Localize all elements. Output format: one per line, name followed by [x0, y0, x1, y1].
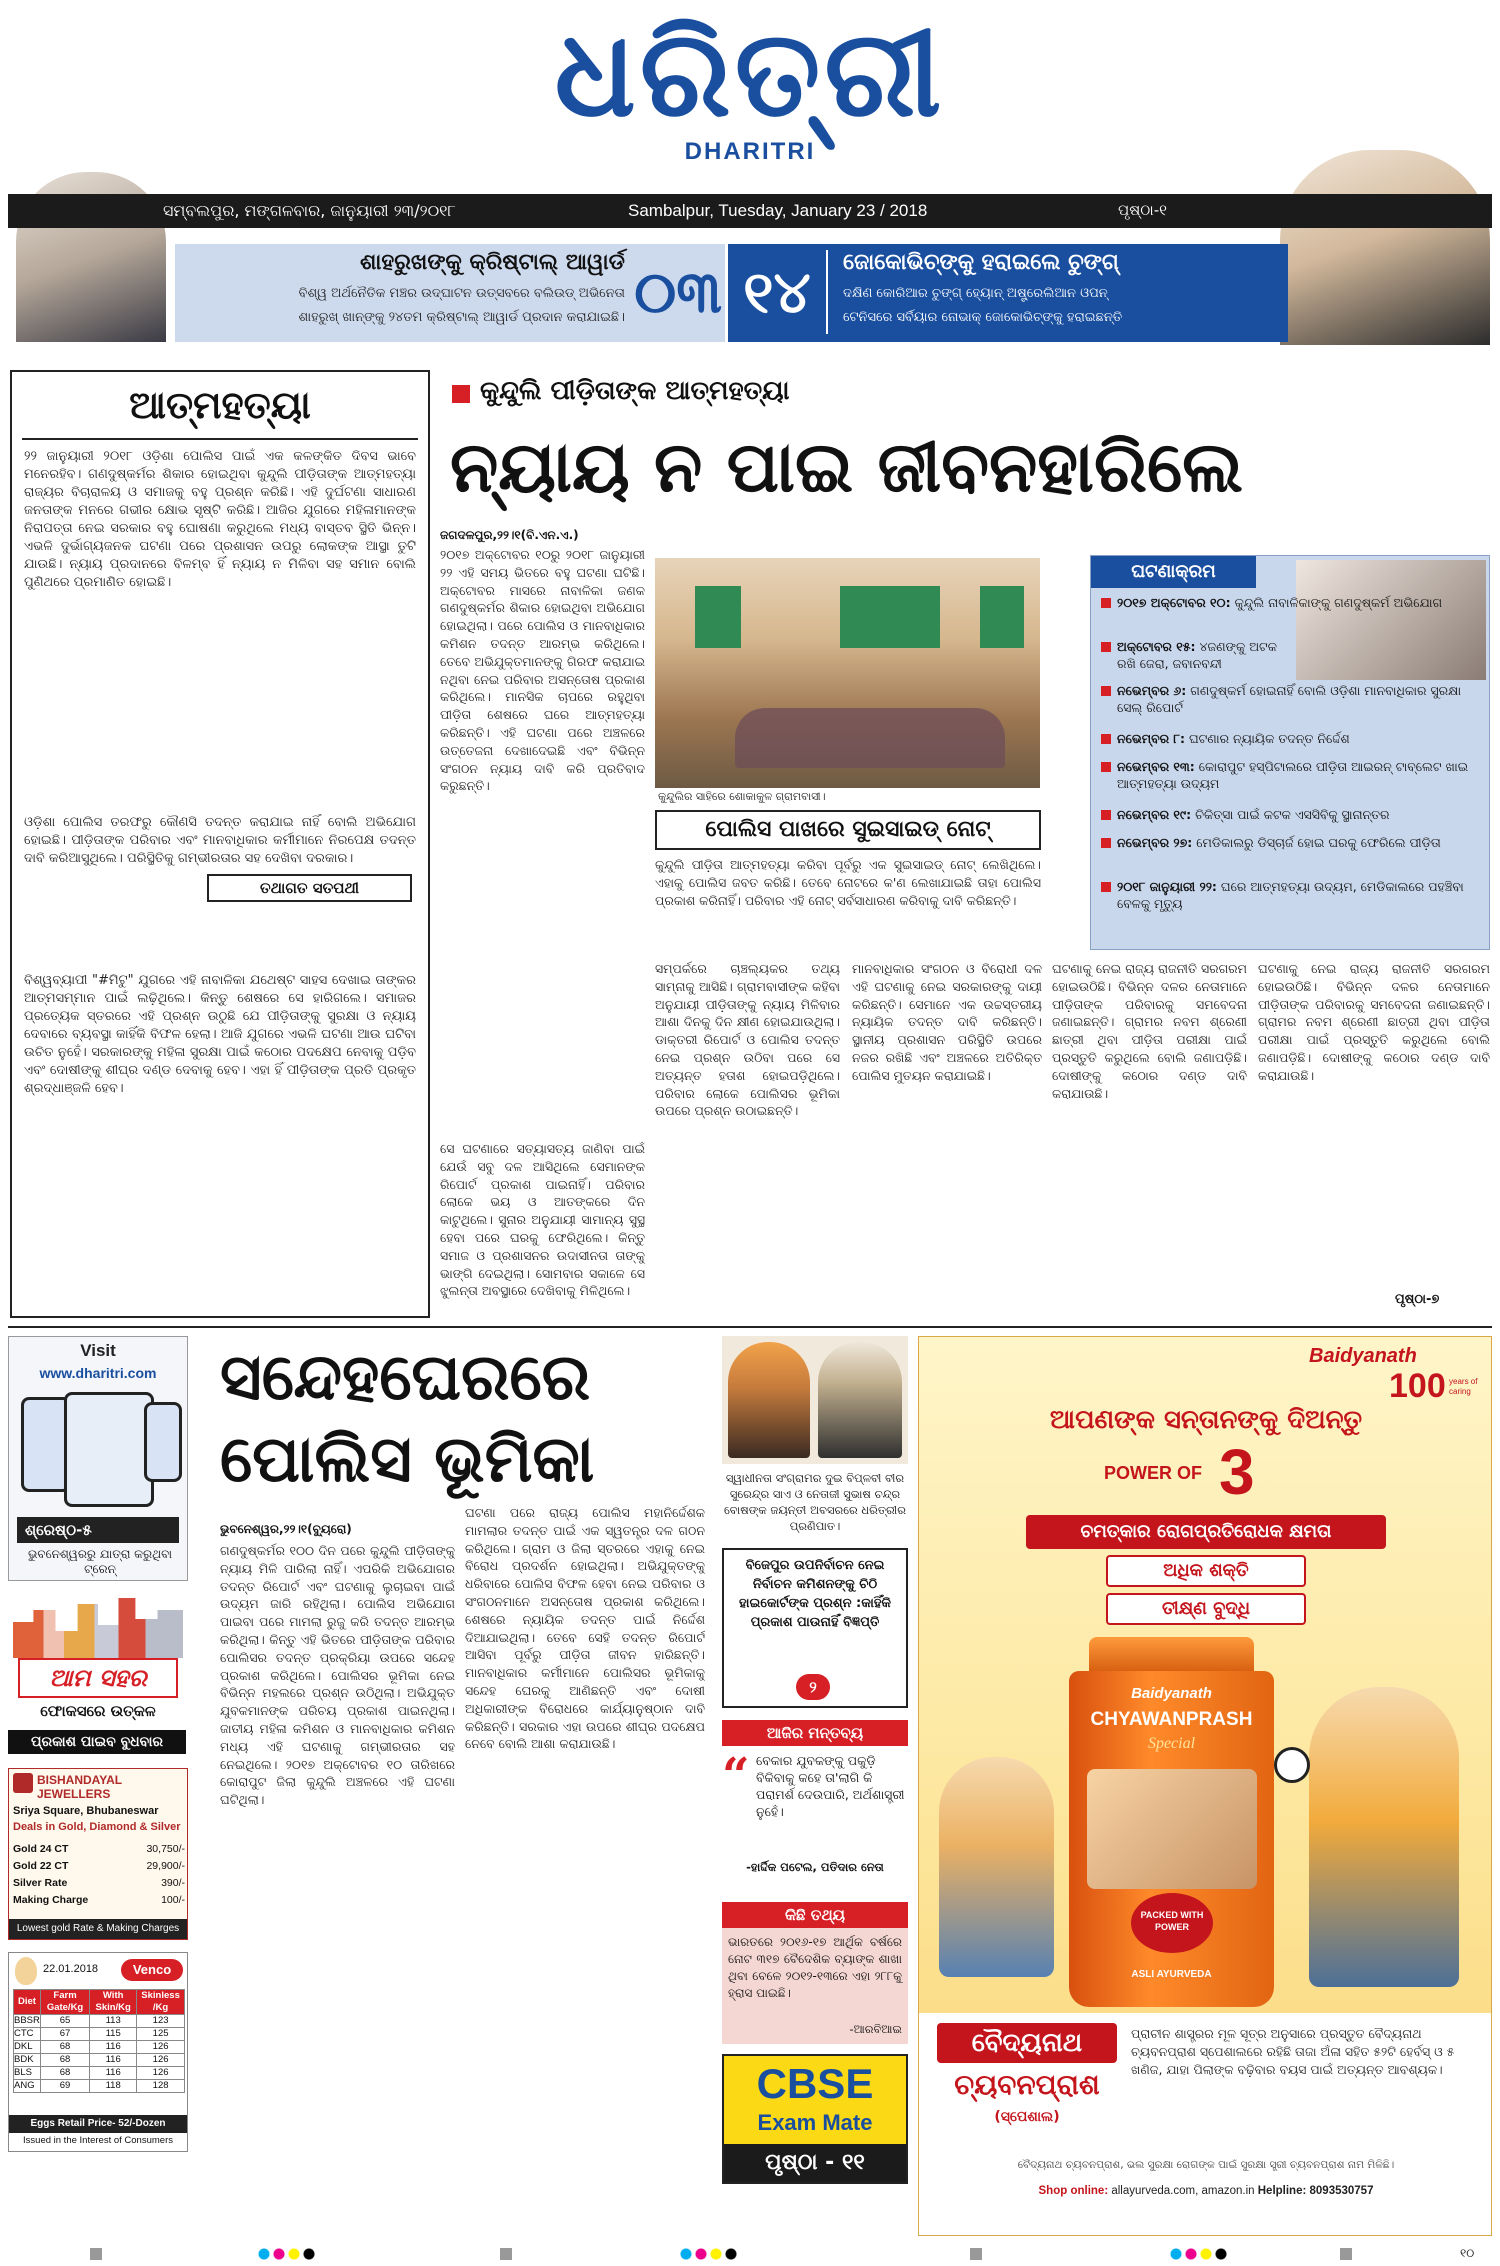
event-text: ଘଟଣାର ନ୍ୟାୟିକ ତଦନ୍ତ ନିର୍ଦ୍ଦେଶ: [1188, 731, 1350, 746]
timeline-event: [1101, 682, 1481, 730]
event-text: ଘରେ ଆତ୍ମହତ୍ୟା ଉଦ୍ୟମ, ମେଡିକାଲରେ ପହଞ୍ଚିବା ବେଳକୁ ମୃତ୍ୟୁ: [1117, 879, 1464, 911]
eggs-cell: CTC: [14, 2028, 41, 2041]
editorial-para1: ୨୨ ଜାନୁୟାରୀ ୨୦୧୮ ଓଡ଼ିଶା ପୋଲିସ ପାଇଁ ଏକ କଳଙ୍କିତ ଦିବସ ଭାବେ ମନେରହିବ। ଗଣଦୁଷ୍କର୍ମର ଶିକାର ହୋଇଥିବା କୁନ୍ଦୁଲି ପୀଡ଼ିତାଙ୍କ ଆତ୍ମହତ୍ୟା ରାଜ୍ୟର ବିଚାରାଳୟ ଓ ସମାଜକୁ ବହୁ ପ୍ରଶ୍ନ କରିଛି। ଏହି ଦୁର୍ଘଟଣା ସାଧାରଣ ଜନତାଙ୍କ ମନରେ ଗଭୀର କ୍ଷୋଭ ସୃଷ୍ଟି କରିଛି। ଆଜିର ଯୁଗରେ ମହିଳାମାନଙ୍କ ନିରାପତ୍ତା ନେଇ ସରକାର ବହୁ ଘୋଷଣା କରୁଥିଲେ ମଧ୍ୟ ବାସ୍ତବ ସ୍ଥିତି ଭିନ୍ନ। ଏଭଳି ଦୁର୍ଭାଗ୍ୟଜନକ ଘଟଣା ପରେ ପ୍ରଶାସନ ଉପରୁ ଲୋକଙ୍କ ଆସ୍ଥା ତୁଟି ଯାଉଛି। ନ୍ୟାୟ ପ୍ରଦାନରେ ବିଳମ୍ବ ହିଁ ନ୍ୟାୟ ନ ମିଳିବା ସହ ସମାନ ବୋଲି ପୁଣିଥରେ ପ୍ରମାଣିତ ହୋଇଛି।: [24, 449, 416, 590]
jar-product: CHYAWANPRASH: [1090, 1709, 1253, 1730]
anniversary-portraits: [722, 1336, 908, 1464]
event-date: ନଭେମ୍ବର ୧୩:: [1117, 759, 1195, 774]
anniversary-caption: ସ୍ୱାଧୀନତା ସଂଗ୍ରାମର ଦୁଇ ବିପ୍ଳବୀ ବୀର ସୁରେନ୍ଦ୍ର ସାଏ ଓ ନେତାଜୀ ସୁଭାଷ ଚନ୍ଦ୍ର ବୋଷଙ୍କ ଜୟନ୍ତୀ ଅବସରରେ ଧରିତ୍ରୀର ପ୍ରଣିପାତ।: [723, 1471, 907, 1533]
timeline-events: [1101, 594, 1481, 946]
eggs-date: 22.01.2018: [43, 1963, 99, 1975]
event-date: ନଭେମ୍ବର ୬:: [1117, 683, 1187, 698]
event-text: କୁନ୍ଦୁଲି ନାବାଳିକାଙ୍କୁ ଗଣଦୁଷ୍କର୍ମ ଅଭିଯୋଗ: [1234, 595, 1443, 610]
registration-mark-icon: [500, 2248, 512, 2260]
fact-box: [722, 1902, 908, 2044]
fact-source: -ଆରବିଆଇ: [849, 2022, 902, 2036]
visit-url: www.dharitri.com: [39, 1365, 157, 1381]
shreshtha-label: ଶ୍ରେଷ୍ଠ-୫: [17, 1517, 179, 1543]
bullet-icon: [1101, 598, 1111, 608]
editorial-para2: ଓଡ଼ିଶା ପୋଲିସ ତରଫରୁ କୌଣସି ତଦନ୍ତ କରାଯାଇ ନାହିଁ ବୋଲି ଅଭିଯୋଗ ହୋଇଛି। ପୀଡ଼ିତାଙ୍କ ପରିବାର ଏବଂ ମାନବାଧିକାର କର୍ମୀମାନେ ନିରପେକ୍ଷ ତଦନ୍ତ ଦାବି କରିଆସୁଥିଲେ। ପରିସ୍ଥିତିକୁ ଗମ୍ଭୀରତାର ସହ ଦେଖିବା ଦରକାର।: [24, 815, 416, 866]
eggs-header: Skinless /Kg: [137, 1990, 185, 2015]
rate-label: Silver Rate: [13, 1877, 68, 1889]
jewellers-deals: Deals in Gold, Diamond & Silver: [13, 1821, 181, 1833]
event-date: ନଭେମ୍ବର ୨୭:: [1117, 835, 1193, 850]
bullet-icon: [1101, 686, 1111, 696]
eggs-cell: 126: [137, 2054, 185, 2067]
bullet-icon: [1101, 882, 1111, 892]
rate-value: 30,750/-: [146, 1843, 185, 1855]
eggs-cell: 126: [137, 2067, 185, 2080]
egg-icon: [15, 1957, 37, 1985]
jar-badge: PACKED WITH POWER: [1131, 1893, 1213, 1953]
lead-photo-caption: କୁନ୍ଦୁଲିର ସାହିରେ ଶୋକାକୁଳ ଗ୍ରାମବାସୀ।: [658, 790, 826, 803]
second-col1: ଗଣଦୁଷ୍କର୍ମର ୧୦୦ ଦିନ ପରେ କୁନ୍ଦୁଲି ପୀଡ଼ିତାଙ୍କୁ ନ୍ୟାୟ ମିଳି ପାରିଲା ନାହିଁ। ଏପରିକି ଅଭିଯୋଗର ତଦନ୍ତ ରିପୋର୍ଟ ଏବଂ ଘଟଣାକୁ ଲୁଚାଇବା ପାଇଁ ଉଦ୍ୟମ ଜାରି ରହିଥିଲା। ପୋଲିସ ଅଭିଯୋଗ ପାଇବା ପରେ ମାମଲା ରୁଜୁ କରି ତଦନ୍ତ ଆରମ୍ଭ କରିଥିଲା। କିନ୍ତୁ ଏହି ଭିତରେ ପୀଡ଼ିତାଙ୍କ ପରିବାର ପୋଲିସର ତଦନ୍ତ ପ୍ରକ୍ରିୟା ଉପରେ ସନ୍ଦେହ ପ୍ରକାଶ କରିଥିଲେ। ପୋଲିସର ଭୂମିକା ନେଇ ବିଭିନ୍ନ ମହଲରେ ପ୍ରଶ୍ନ ଉଠିଥିଲା। ଅଭିଯୁକ୍ତ ଯୁବକମାନଙ୍କ ପରିଚୟ ପ୍ରକାଶ ପାଇନଥିଲା। ଜାତୀୟ ମହିଳା କମିଶନ ଓ ମାନବାଧିକାର କମିଶନ ମଧ୍ୟ ଏହି ଘଟଣାକୁ ଗମ୍ଭୀରତାର ସହ ନେଇଥିଲେ। ୨୦୧୭ ଅକ୍ଟୋବର ୧୦ ତାରିଖରେ କୋରାପୁଟ ଜିଲା କୁନ୍ଦୁଲି ଅଞ୍ଚଳରେ ଏହି ଘଟଣା ଘଟିଥିଲା।: [220, 1543, 455, 1808]
registration-mark-icon: [970, 2248, 982, 2260]
lead-col6-text: ଘଟଣାକୁ ନେଇ ରାଜ୍ୟ ରାଜନୀତି ସରଗରମ ହୋଇଉଠିଛି। ବିଭିନ୍ନ ଦଳର ନେତାମାନେ ପୀଡ଼ିତାଙ୍କ ପରିବାରକୁ ସମବେଦନା ଜଣାଇଛନ୍ତି। ଗ୍ରାମର ନବମ ଶ୍ରେଣୀ ଛାତ୍ରୀ ଥିବା ପୀଡ଼ିତା ପରୀକ୍ଷା ପାଇଁ ପ୍ରସ୍ତୁତି କରୁଥିଲେ ବୋଲି ଜଣାପଡ଼ିଛି। ଦୋଷୀଙ୍କୁ କଠୋର ଦଣ୍ଡ ଦାବି କରାଯାଉଛି।: [1258, 961, 1490, 1083]
eggs-row: [14, 2054, 185, 2067]
lead-col6: [1258, 960, 1490, 1290]
eggs-cell: ANG: [14, 2080, 41, 2093]
eggs-cell: 68: [40, 2054, 89, 2067]
eggs-cell: 116: [90, 2041, 137, 2054]
ad-bottom-panel: [919, 2013, 1492, 2236]
eggs-cell: 115: [90, 2028, 137, 2041]
ad-copy: ପ୍ରାଚୀନ ଶାସ୍ତ୍ରର ମୂଳ ସୂତ୍ର ଅନୁସାରେ ପ୍ରସ୍ତୁତ ବୈଦ୍ୟନାଥ ଚ୍ୟବନପ୍ରାଶ ସ୍ପେଶାଲରେ ରହିଛି ତାଜା ଅଁଳା ସହିତ ୫୨ଟି ହେର୍ବସ୍ ଓ ୫ ଖଣିଜ, ଯାହା ପିଲାଙ୍କ ବଢ଼ିବାର ବୟସ ପାଇଁ ଅତ୍ୟନ୍ତ ଆବଶ୍ୟକ।: [1131, 2026, 1455, 2077]
eggs-cell: 123: [137, 2015, 185, 2028]
lead-col1: ୨୦୧୭ ଅକ୍ଟୋବର ୧୦ରୁ ୨୦୧୮ ଜାନୁୟାରୀ ୨୨ ଏହି ସମୟ ଭିତରେ ବହୁ ଘଟଣା ଘଟିଛି। ଅକ୍ଟୋବର ମାସରେ ନାବାଳିକା ଜଣକ ଗଣଦୁଷ୍କର୍ମର ଶିକାର ହୋଇଥିବା ଅଭିଯୋଗ ହୋଇଥିଲା। ପରେ ପୋଲିସ ଓ ମାନବାଧିକାର କମିଶନ ତଦନ୍ତ ଆରମ୍ଭ କରିଥିଲେ। ତେବେ ଅଭିଯୁକ୍ତମାନଙ୍କୁ ଗିରଫ କରାଯାଇ ନଥିବା ନେଇ ପରିବାର ଅସନ୍ତୋଷ ପ୍ରକାଶ କରିଥିଲେ। ମାନସିକ ଚାପରେ ରହୁଥିବା ପୀଡ଼ିତା ଶେଷରେ ଘରେ ଆତ୍ମହତ୍ୟା କରିଛନ୍ତି। ଏହି ଘଟଣା ପରେ ଅଞ୍ଚଳରେ ଉତ୍ତେଜନା ଦେଖାଦେଇଛି ଏବଂ ବିଭିନ୍ନ ସଂଗଠନ ନ୍ୟାୟ ଦାବି କରି ପ୍ରତିବାଦ କରୁଛନ୍ତି।: [440, 547, 645, 794]
baidyanath-ad[interactable]: [918, 1336, 1492, 2236]
bullet-icon: [1101, 810, 1111, 820]
eggs-row: [14, 2028, 185, 2041]
jewellers-footer: Lowest gold Rate & Making Charges: [9, 1919, 187, 1939]
visit-label: Visit: [80, 1341, 116, 1360]
surendra-sai-portrait: [728, 1342, 810, 1458]
quote-icon: “: [722, 1748, 750, 1804]
subhas-bose-portrait: [818, 1342, 902, 1458]
jar-footer: ASLI AYURVEDA: [1131, 1969, 1212, 1980]
lead-col3: ସମ୍ପର୍କରେ ଚାଞ୍ଚଲ୍ୟକର ତଥ୍ୟ ସାମ୍ନାକୁ ଆସିଛି। ଗ୍ରାମବାସୀଙ୍କ କହିବା ଅନୁଯାୟୀ ପୀଡ଼ିତାଙ୍କୁ ନ୍ୟାୟ ମିଳିବାର ଆଶା ଦିନକୁ ଦିନ କ୍ଷୀଣ ହୋଇଯାଉଥିଲା। ଡାକ୍ତରୀ ରିପୋର୍ଟ ଓ ପୋଲିସ ତଦନ୍ତ ନେଇ ପ୍ରଶ୍ନ ଉଠିବା ପରେ ସେ ଅତ୍ୟନ୍ତ ହତାଶ ହୋଇପଡ଼ିଥିଲେ। ପରିବାର ଲୋକେ ପୋଲିସର ଭୂମିକା ଉପରେ ପ୍ରଶ୍ନ ଉଠାଇଛନ୍ତି।: [655, 961, 840, 1119]
photo-crowd: [735, 708, 1005, 768]
lead-photo: [655, 558, 1040, 788]
event-text: ମେଡିକାଲରୁ ଡିସ୍‌ଚାର୍ଜ ହୋଇ ଘରକୁ ଫେରିଲେ ପୀଡ଼ିତା: [1196, 835, 1441, 850]
editorial-byline: ତଥାଗତ ସତପଥୀ: [207, 874, 412, 902]
color-dots-icon: [680, 2248, 740, 2260]
masthead: [0, 0, 1500, 345]
timeline-title: ଘଟଣାକ୍ରମ: [1091, 556, 1256, 588]
eggs-row: [14, 2015, 185, 2028]
masthead-logo: [500, 0, 1000, 180]
footer-page-marker: ୧ଠ: [1460, 2246, 1475, 2260]
ad-years: 100: [1389, 1367, 1446, 1405]
teaser-right-line1: ଦକ୍ଷିଣ କୋରିଆର ଚୁଙ୍ଗ୍ ହ୍ୟୋନ୍ ଅଷ୍ଟ୍ରେଲିଆନ ଓପନ୍: [843, 286, 1108, 301]
section-divider: [8, 1326, 1492, 1328]
timeline-event: [1101, 730, 1481, 758]
news-box-page: ୨: [796, 1674, 830, 1700]
kid-right-photo: [1309, 1687, 1459, 1987]
bullet-icon: [1101, 838, 1111, 848]
second-col2: ଘଟଣା ପରେ ରାଜ୍ୟ ପୋଲିସ ମହାନିର୍ଦ୍ଦେଶକ ମାମଲାର ତଦନ୍ତ ପାଇଁ ଏକ ସ୍ୱତନ୍ତ୍ର ଦଳ ଗଠନ କରିଥିଲେ। ଗ୍ରାମ ଓ ଜିଲା ସ୍ତରରେ ଏହାକୁ ନେଇ ବିରୋଧ ପ୍ରଦର୍ଶନ ହୋଇଥିଲା। ଅଭିଯୁକ୍ତଙ୍କୁ ଧରିବାରେ ପୋଲିସ ବିଫଳ ହେବା ନେଇ ପରିବାର ଓ ସଂଗଠନମାନେ ଅସନ୍ତୋଷ ପ୍ରକାଶ କରିଥିଲେ। ଶେଷରେ ନ୍ୟାୟିକ ତଦନ୍ତ ପାଇଁ ନିର୍ଦ୍ଦେଶ ଦିଆଯାଇଥିଲା। ତେବେ ସେହି ତଦନ୍ତ ରିପୋର୍ଟ ଆସିବା ପୂର୍ବରୁ ପୀଡ଼ିତା ଜୀବନ ହାରିଛନ୍ତି। ମାନବାଧିକାର କର୍ମୀମାନେ ପୋଲିସର ଭୂମିକାକୁ ସନ୍ଦେହ ଘେରକୁ ଆଣିଛନ୍ତି ଏବଂ ଦୋଷୀ ଅଧିକାରୀଙ୍କ ବିରୋଧରେ କାର୍ଯ୍ୟାନୁଷ୍ଠାନ ଦାବି କରିଛନ୍ତି। ସରକାର ଏହା ଉପରେ ଶୀଘ୍ର ପଦକ୍ଷେପ ନେବେ ବୋଲି ଆଶା କରାଯାଉଛି।: [465, 1505, 705, 1752]
registration-mark-icon: [90, 2248, 102, 2260]
eggs-ad[interactable]: [8, 1952, 188, 2152]
ad-power-number: 3: [1219, 1436, 1255, 1508]
teaser-left-headline: ଶାହରୁଖଙ୍କୁ କ୍ରିଷ୍ଟାଲ୍ ଆୱାର୍ଡ: [360, 250, 625, 275]
event-text: ଗଣଦୁଷ୍କର୍ମ ହୋଇନାହିଁ ବୋଲି ଓଡ଼ିଶା ମାନବାଧିକାର ସୁରକ୍ଷା ସେଲ୍ ରିପୋର୍ଟ: [1117, 683, 1462, 715]
ad-line3: ଅଧିକ ଶକ୍ତି: [1106, 1555, 1306, 1587]
rate-row: [13, 1841, 185, 1858]
shop-sites[interactable]: allayurveda.com, amazon.in: [1111, 2185, 1255, 2197]
second-story: [200, 1336, 710, 2236]
timeline-event: [1101, 806, 1481, 834]
eggs-cell: BLS: [14, 2067, 41, 2080]
eggs-header: With Skin/Kg: [90, 1990, 137, 2015]
registration-mark-icon: [1340, 2248, 1352, 2260]
cbse-box[interactable]: [722, 2054, 908, 2184]
photo-window: [980, 586, 1024, 648]
cbse-page: ପୃଷ୍ଠା - ୧୧: [724, 2144, 906, 2182]
eggs-header-row: [14, 1990, 185, 2015]
visit-ad[interactable]: [8, 1336, 188, 1581]
rate-label: Making Charge: [13, 1894, 89, 1906]
news-box[interactable]: [722, 1548, 908, 1708]
event-date: ୨୦୧୮ ଜାନୁୟାରୀ ୨୨:: [1117, 879, 1217, 894]
event-date: ନଭେମ୍ବର ୧୯:: [1117, 807, 1192, 822]
photo-window: [840, 586, 940, 648]
teaser-right-page-no: ୧୪: [728, 250, 828, 334]
ad-odia-brand: ବୈଦ୍ୟନାଥ: [937, 2023, 1117, 2063]
teaser-right[interactable]: [728, 244, 1288, 342]
football-icon: [1274, 1747, 1310, 1783]
editorial-title: ଆତ୍ମହତ୍ୟା: [129, 383, 311, 427]
editorial: [10, 370, 430, 1318]
bullet-icon: [1101, 734, 1111, 744]
fact-title: କିଛି ତଥ୍ୟ: [722, 1902, 908, 1928]
print-marks: [0, 2242, 1500, 2266]
timeline-event: [1101, 878, 1481, 926]
lead-story: [440, 370, 1492, 1318]
lead-kicker: କୁନ୍ଦୁଲି ପୀଡ଼ିତାଙ୍କ ଆତ୍ମହତ୍ୟା: [480, 376, 790, 406]
eggs-cell: 116: [90, 2067, 137, 2080]
rate-value: 100/-: [161, 1894, 185, 1906]
cbse-sub: Exam Mate: [757, 2110, 873, 2135]
ad-line4: ତୀକ୍ଷ୍ଣ ବୁଦ୍ଧି: [1106, 1593, 1306, 1625]
logo-latin: DHARITRI: [684, 138, 816, 165]
eggs-cell: 69: [40, 2080, 89, 2093]
rate-row: [13, 1875, 185, 1892]
jewellers-name: BISHANDAYAL JEWELLERS: [37, 1773, 122, 1801]
eggs-cell: 113: [90, 2015, 137, 2028]
eggs-note: Issued in the Interest of Consumers: [23, 2135, 173, 2146]
eggs-cell: BDK: [14, 2054, 41, 2067]
ad-power-label: POWER OF: [1104, 1463, 1202, 1483]
city-ad[interactable]: [8, 1598, 188, 1758]
eggs-row: [14, 2041, 185, 2054]
lead-continued[interactable]: ପୃଷ୍ଠା-୭: [1395, 1292, 1440, 1307]
sub-body: କୁନ୍ଦୁଲି ପୀଡ଼ିତା ଆତ୍ମହତ୍ୟା କରିବା ପୂର୍ବରୁ ଏକ ସୁଇସାଇଡ୍ ନୋଟ୍ ଲେଖିଥିଲେ। ଏହାକୁ ପୋଲିସ ଜବତ କରିଛି। ତେବେ ନୋଟରେ କ'ଣ ଲେଖାଯାଇଛି ତାହା ପୋଲିସ ପ୍ରକାଶ କରିନାହିଁ। ପରିବାର ଏହି ନୋଟ୍ ସର୍ବସାଧାରଣ କରିବାକୁ ଦାବି କରିଛନ୍ତି।: [655, 857, 1041, 908]
shop-label: Shop online:: [1038, 2185, 1109, 2197]
ad-footnote: ବୈଦ୍ୟନାଥ ଚ୍ୟବନପ୍ରାଶ, ଭଲ ସୁରକ୍ଷା ରୋଗଙ୍କ ପାଇଁ ସୁରକ୍ଷା ସ୍ତ୍ରୀ ଚ୍ୟବନପ୍ରାଶ ନାମ ମିଳିଛି।: [1017, 2159, 1395, 2171]
rate-row: [13, 1858, 185, 1875]
eggs-cell: 68: [40, 2041, 89, 2054]
second-headline-1: ସନ୍ଦେହଘେରରେ: [220, 1341, 591, 1415]
eggs-brand: Venco: [121, 1959, 183, 1981]
bullet-icon: [1101, 642, 1111, 652]
eggs-retail: Eggs Retail Price- 52/-Dozen: [9, 2115, 187, 2133]
eggs-cell: 118: [90, 2080, 137, 2093]
dateline-bar: [8, 194, 1492, 228]
mid-column: [718, 1336, 910, 2236]
eggs-cell: 126: [137, 2041, 185, 2054]
kicker-square: [452, 385, 470, 403]
logo-odia: ଧରିତ୍ରୀ: [554, 5, 946, 144]
jewellers-logo-icon: [13, 1773, 33, 1793]
rate-value: 390/-: [161, 1877, 185, 1889]
timeline-event: [1101, 834, 1481, 878]
dateline-english: Sambalpur, Tuesday, January 23 / 2018: [628, 201, 928, 220]
eggs-cell: 125: [137, 2028, 185, 2041]
jar-kids-photo: [1087, 1769, 1257, 1889]
jewellers-rates: [13, 1841, 185, 1909]
timeline-event: [1101, 594, 1481, 638]
fact-text: ଭାରତରେ ୨୦୧୬-୧୭ ଆର୍ଥିକ ବର୍ଷରେ ନୋଟ ୩୧୭ ବୈଦେଶିକ ବ୍ୟାଙ୍କ ଶାଖା ଥିବା ବେଳେ ୨୦୧୨-୧୩ରେ ଏହା ୨୮୮କୁ ହ୍ରାସ ପାଇଛି।: [728, 1935, 902, 2000]
news-box-text: ବିଜେପୁର ଉପନିର୍ବାଚନ ନେଇ ନିର୍ବାଚନ କମିଶନଙ୍କୁ ଚିଠି ହାଇକୋର୍ଟଙ୍କ ପ୍ରଶ୍ନ :କାହିଁକି ପ୍ରକାଶ ପାଉନାହିଁ ବିଜ୍ଞପ୍ତି: [738, 1558, 892, 1630]
jewellers-ad[interactable]: [8, 1768, 188, 1940]
eggs-cell: 65: [40, 2015, 89, 2028]
color-dots-icon: [1170, 2248, 1230, 2260]
shreshtha-sub: ଭୁବନେଶ୍ୱରରୁ ଯାତ୍ରା କରୁଥିବା ଟ୍ରେନ୍: [27, 1547, 173, 1576]
event-date: ନଭେମ୍ବର ୮:: [1117, 731, 1185, 746]
sub-headline: ପୋଲିସ ପାଖରେ ସୁଇସାଇଡ୍ ନୋଟ୍: [655, 810, 1041, 850]
phone-icon: [144, 1402, 182, 1482]
rate-value: 29,900/-: [146, 1860, 185, 1872]
eggs-row: [14, 2080, 185, 2093]
dateline-odia: ସମ୍ବଲପୁର, ମଙ୍ଗଳବାର, ଜାନୁୟାରୀ ୨୩/୨୦୧୮: [163, 201, 456, 220]
color-dots-icon: [258, 2248, 318, 2260]
ad-brand: Baidyanath: [1309, 1345, 1417, 1367]
chung-photo: [1280, 150, 1490, 345]
ad-shop-bar: [929, 2185, 1483, 2197]
lead-col5: ଘଟଣାକୁ ନେଇ ରାଜ୍ୟ ରାଜନୀତି ସରଗରମ ହୋଇଉଠିଛି। ବିଭିନ୍ନ ଦଳର ନେତାମାନେ ପୀଡ଼ିତାଙ୍କ ପରିବାରକୁ ସମବେଦନା ଜଣାଇଛନ୍ତି। ଗ୍ରାମର ନବମ ଶ୍ରେଣୀ ଛାତ୍ରୀ ଥିବା ପୀଡ଼ିତା ପରୀକ୍ଷା ପାଇଁ ପ୍ରସ୍ତୁତି କରୁଥିଲେ ବୋଲି ଜଣାପଡ଼ିଛି। ଦୋଷୀଙ୍କୁ କଠୋର ଦଣ୍ଡ ଦାବି କରାଯାଉଛି।: [1052, 961, 1247, 1101]
eggs-cell: DKL: [14, 2041, 41, 2054]
lead-dateline: ଜଗଦଳପୁର,୨୨।୧(ବି.ଏନ.ଏ.): [440, 528, 579, 542]
editorial-divider: [22, 438, 418, 440]
ad-years-label: years of caring: [1449, 1377, 1478, 1396]
eggs-table: [13, 1989, 185, 2093]
eggs-cell: 68: [40, 2067, 89, 2080]
jewellers-address: Sriya Square, Bhubaneswar: [13, 1805, 159, 1817]
skyline-icon: [13, 1598, 183, 1658]
teaser-right-headline: ଜୋକୋଭିଚ୍‌ଙ୍କୁ ହରାଇଲେ ଚୁଙ୍ଗ୍: [843, 250, 1119, 275]
jar-lid: [1089, 1637, 1254, 1675]
event-text: ୪ଜଣଙ୍କୁ ଅଟକ ରଖି ଜେରା, ଜବାନବନ୍ଦୀ: [1117, 639, 1277, 671]
kid-left-photo: [939, 1757, 1054, 1977]
eggs-cell: 116: [90, 2054, 137, 2067]
photo-window: [695, 586, 741, 648]
eggs-cell: 67: [40, 2028, 89, 2041]
rate-row: [13, 1892, 185, 1909]
rate-label: Gold 24 CT: [13, 1843, 69, 1855]
tablet-icon: [64, 1392, 154, 1507]
eggs-cell: 128: [137, 2080, 185, 2093]
quote-box: [722, 1720, 908, 1890]
bullet-icon: [1101, 762, 1111, 772]
quote-title: ଆଜିର ମନ୍ତବ୍ୟ: [722, 1720, 908, 1746]
page-label: ପୃଷ୍ଠା-୧: [1118, 201, 1167, 219]
ad-line2: ଚମତ୍କାର ରୋଗପ୍ରତିରୋଧକ କ୍ଷମତା: [1026, 1515, 1386, 1549]
timeline-event: [1101, 758, 1481, 806]
second-dateline: ଭୁବନେଶ୍ୱର,୨୨।୧(ବ୍ୟୁରୋ): [220, 1522, 352, 1536]
teaser-left-line2: ଶାହରୁଖ୍ ଖାନ୍‌ଙ୍କୁ ୨୪ତମ କ୍ରିଷ୍ଟାଲ୍ ଆୱାର୍ଡ ପ୍ରଦାନ କରାଯାଇଛି।: [298, 310, 625, 325]
ad-odia-product: ଚ୍ୟବନପ୍ରାଶ: [954, 2068, 1100, 2101]
city-sub: ଫୋକସରେ ଉତ୍କଳ: [40, 1702, 156, 1720]
event-text: କୋରାପୁଟ ହସ୍ପିଟାଲରେ ପୀଡ଼ିତା ଆଇରନ୍ ଟାବ୍‌ଲେଟ ଖାଇ ଆତ୍ମହତ୍ୟା ଉଦ୍ୟମ: [1117, 759, 1469, 791]
chyawanprash-jar: [1069, 1637, 1274, 2007]
eggs-header: Diet: [14, 1990, 41, 2015]
eggs-row: [14, 2067, 185, 2080]
event-date: ଅକ୍ଟୋବର ୧୫:: [1117, 639, 1196, 654]
lead-col2: ସେ ଘଟଣାରେ ସତ୍ୟାସତ୍ୟ ଜାଣିବା ପାଇଁ ଯେଉଁ ସବୁ ଦଳ ଆସିଥିଲେ ସେମାନଙ୍କ ରିପୋର୍ଟ ପ୍ରକାଶ ପାଇନାହିଁ। ପରିବାର ଲୋକେ ଭୟ ଓ ଆତଙ୍କରେ ଦିନ କାଟୁଥିଲେ। ସୁନାର ଅନୁଯାୟୀ ସାମାନ୍ୟ ସୁସ୍ଥ ହେବା ପରେ ଘରକୁ ଫେରିଥିଲେ। କିନ୍ତୁ ସମାଜ ଓ ପ୍ରଶାସନର ଉଦାସୀନତା ତାଙ୍କୁ ଭାଙ୍ଗି ଦେଇଥିଲା। ସୋମବାର ସକାଳେ ସେ ଝୁଲନ୍ତା ଅବସ୍ଥାରେ ଦେଖିବାକୁ ମିଳିଥିଲେ।: [440, 1141, 645, 1299]
helpline: Helpline: 8093530757: [1257, 2185, 1374, 2197]
event-date: ୨୦୧୭ ଅକ୍ଟୋବର ୧୦:: [1117, 595, 1231, 610]
lead-col4: ମାନବାଧିକାର ସଂଗଠନ ଓ ବିରୋଧୀ ଦଳ ଏହି ଘଟଣାକୁ ନେଇ ସରକାରଙ୍କୁ ଦାୟୀ କରିଛନ୍ତି। ସେମାନେ ଏକ ଉଚ୍ଚସ୍ତରୀୟ ନ୍ୟାୟିକ ତଦନ୍ତ ଦାବି କରିଛନ୍ତି। ସ୍ଥାନୀୟ ପ୍ରଶାସନ ପରିସ୍ଥିତି ଉପରେ ନଜର ରଖିଛି ଏବଂ ଅଞ୍ଚଳରେ ଅତିରିକ୍ତ ପୋଲିସ ମୁତୟନ କରାଯାଇଛି।: [852, 961, 1042, 1083]
left-ads: [8, 1336, 188, 2236]
rate-label: Gold 22 CT: [13, 1860, 69, 1872]
eggs-cell: BBSR: [14, 2015, 40, 2026]
timeline-box: [1090, 555, 1490, 950]
teaser-right-line2: ଟେନିସରେ ସର୍ବିୟାର ନୋଭାକ୍ ଜୋକୋଭିଚ୍‌ଙ୍କୁ ହରାଇଛନ୍ତି: [843, 310, 1123, 325]
ad-line1: ଆପଣଙ୍କ ସନ୍ତାନଙ୍କୁ ଦିଅନ୍ତୁ: [1049, 1405, 1363, 1435]
lead-headline: ନ୍ୟାୟ ନ ପାଇ ଜୀବନହାରିଲେ: [450, 426, 1243, 508]
teaser-left[interactable]: [175, 244, 725, 342]
event-text: ଚିକିତ୍ସା ପାଇଁ କଟକ ଏସସିବିକୁ ସ୍ଥାନାନ୍ତର: [1195, 807, 1390, 822]
quote-text: ବେକାର ଯୁବକଙ୍କୁ ପକୁଡ଼ି ବିକିବାକୁ କହେ ତା'ଲାଗି କି ପରାମର୍ଶ ଦେଉପାରି, ଅର୍ଥଶାସ୍ତ୍ରୀ ନୁହେଁ।: [756, 1753, 905, 1819]
cbse-title: CBSE: [756, 2060, 874, 2107]
quote-author: -ହାର୍ଦ୍ଦିକ ପଟେଲ, ପତିଦାର ନେତା: [746, 1860, 884, 1874]
jar-special: Special: [1147, 1735, 1196, 1752]
teaser-left-line1: ବିଶ୍ୱ ଅର୍ଥନୈତିକ ମଞ୍ଚର ଉଦ୍‌ଘାଟନ ଉତ୍ସବରେ ବଲିଉଡ୍ ଅଭିନେତା: [298, 286, 625, 301]
timeline-event: [1101, 638, 1481, 682]
ad-odia-special: (ସ୍ପେଶାଲ): [994, 2109, 1060, 2125]
jar-brand: Baidyanath: [1131, 1685, 1212, 1702]
city-title: ଆମ ସହର: [18, 1658, 178, 1698]
eggs-header: Farm Gate/Kg: [40, 1990, 89, 2015]
teaser-left-page-no: ୦୩: [634, 258, 722, 326]
editorial-para3: ବିଶ୍ୱବ୍ୟାପୀ "#ମିଟୁ" ଯୁଗରେ ଏହି ନାବାଳିକା ଯଥେଷ୍ଟ ସାହସ ଦେଖାଇ ତାଙ୍କର ଆତ୍ମସମ୍ମାନ ପାଇଁ ଲଢ଼ିଥିଲେ। କିନ୍ତୁ ଶେଷରେ ସେ ହାରିଗଲେ। ସମାଜର ପ୍ରତ୍ୟେକ ସ୍ତରରେ ଏହି ପ୍ରଶ୍ନ ଉଠୁଛି ଯେ ପୀଡ଼ିତାଙ୍କୁ ସୁରକ୍ଷା ଓ ନ୍ୟାୟ ଦେବାରେ ବ୍ୟବସ୍ଥା କାହିଁକି ବିଫଳ ହେଲା। ଆଜି ଯୁଗରେ ଏଭଳି ଘଟଣା ଆଉ ଘଟିବା ଉଚିତ ନୁହେଁ। ସରକାରଙ୍କୁ ମହିଳା ସୁରକ୍ଷା ପାଇଁ କଠୋର ପଦକ୍ଷେପ ନେବାକୁ ପଡ଼ିବ ଏବଂ ଦୋଷୀଙ୍କୁ ଶୀଘ୍ର ଦଣ୍ଡ ଦେବାକୁ ହେବ। ଏହା ହିଁ ପୀଡ଼ିତାଙ୍କ ପ୍ରତି ପ୍ରକୃତ ଶ୍ରଦ୍ଧାଞ୍ଜଳି ହେବ।: [24, 973, 416, 1096]
second-headline-2: ପୋଲିସ ଭୂମିକା: [220, 1423, 595, 1497]
city-note: ପ୍ରକାଶ ପାଇବ ବୁଧବାର: [8, 1730, 186, 1754]
